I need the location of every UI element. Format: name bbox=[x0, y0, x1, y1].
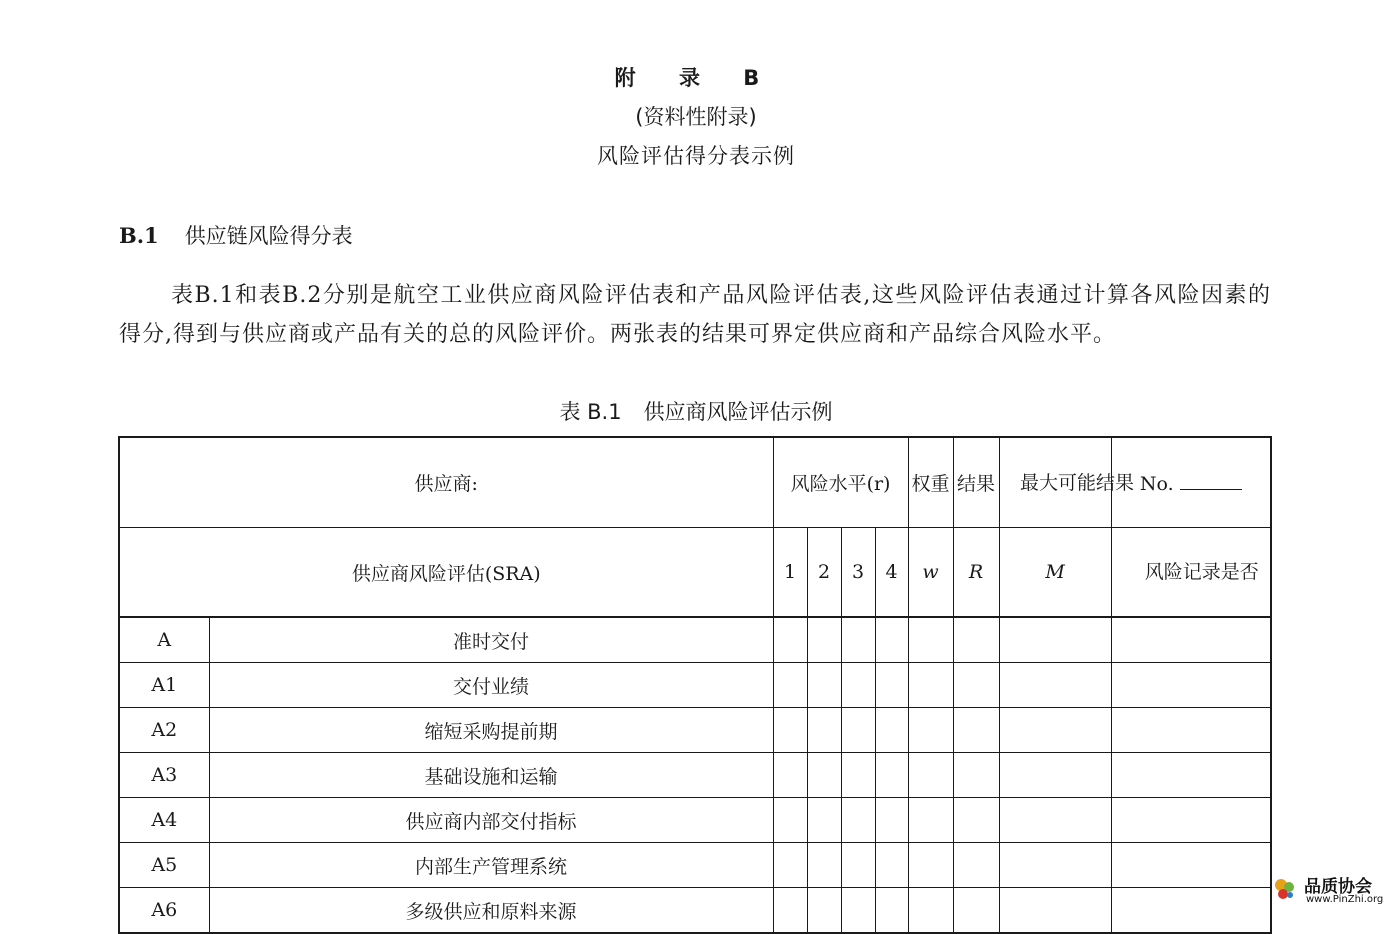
row-name: 准时交付 bbox=[209, 617, 773, 663]
empty-cell bbox=[999, 663, 1111, 708]
row-code: A2 bbox=[119, 708, 209, 753]
empty-cell bbox=[773, 708, 807, 753]
table-row bbox=[119, 843, 1271, 888]
empty-cell bbox=[908, 888, 953, 934]
row-name: 缩短采购提前期 bbox=[209, 708, 773, 753]
empty-cell bbox=[875, 708, 908, 753]
risk-record-header bbox=[1111, 528, 1271, 618]
row-name: 供应商内部交付指标 bbox=[209, 798, 773, 843]
watermark-url: www.PinZhi.org bbox=[1306, 894, 1384, 905]
section-title: 供应链风险得分表 bbox=[184, 224, 353, 248]
row-code: A6 bbox=[119, 888, 209, 934]
empty-cell bbox=[999, 843, 1111, 888]
result-header: 结果 bbox=[953, 437, 999, 528]
row-name: 交付业绩 bbox=[209, 663, 773, 708]
empty-cell bbox=[807, 888, 841, 934]
number-label: No. bbox=[1139, 472, 1174, 495]
empty-cell bbox=[875, 753, 908, 798]
empty-cell bbox=[1111, 888, 1271, 934]
body-paragraph: 表B.1和表B.2分别是航空工业供应商风险评估表和产品风险评估表,这些风险评估表通过计算各风险因素的得分,得到与供应商或产品有关的总的风险评价。两张表的结果可界定供应商和产品综合风险水平。 bbox=[119, 283, 1271, 347]
level-2-header: 2 bbox=[807, 528, 841, 618]
number-blank bbox=[1180, 471, 1242, 490]
empty-cell bbox=[773, 753, 807, 798]
table-caption bbox=[0, 396, 1392, 426]
empty-cell bbox=[908, 663, 953, 708]
empty-cell bbox=[1111, 708, 1271, 753]
weight-header: 权重 bbox=[908, 437, 953, 528]
empty-cell bbox=[841, 708, 875, 753]
row-code: A4 bbox=[119, 798, 209, 843]
empty-cell bbox=[999, 753, 1111, 798]
result-symbol: R bbox=[953, 528, 999, 618]
risk-record-label: 风险记录是否 bbox=[1144, 561, 1259, 583]
risk-level-header: 风险水平(r) bbox=[773, 437, 908, 528]
empty-cell bbox=[807, 753, 841, 798]
empty-cell bbox=[807, 617, 841, 663]
table-row bbox=[119, 753, 1271, 798]
empty-cell bbox=[875, 843, 908, 888]
sra-header: 供应商风险评估(SRA) bbox=[119, 528, 773, 618]
empty-cell bbox=[875, 888, 908, 934]
level-3-header: 3 bbox=[841, 528, 875, 618]
empty-cell bbox=[841, 753, 875, 798]
level-1-header: 1 bbox=[773, 528, 807, 618]
appendix-type: (资料性附录) bbox=[635, 105, 757, 129]
number-cell bbox=[1111, 437, 1271, 528]
empty-cell bbox=[1111, 663, 1271, 708]
empty-cell bbox=[999, 617, 1111, 663]
empty-cell bbox=[999, 888, 1111, 934]
empty-cell bbox=[1111, 843, 1271, 888]
row-name: 内部生产管理系统 bbox=[209, 843, 773, 888]
empty-cell bbox=[773, 617, 807, 663]
table-caption-number: 表 B.1 bbox=[559, 400, 622, 424]
empty-cell bbox=[953, 843, 999, 888]
empty-cell bbox=[953, 708, 999, 753]
row-code: A3 bbox=[119, 753, 209, 798]
empty-cell bbox=[841, 888, 875, 934]
empty-cell bbox=[841, 617, 875, 663]
empty-cell bbox=[908, 617, 953, 663]
empty-cell bbox=[953, 617, 999, 663]
empty-cell bbox=[807, 843, 841, 888]
empty-cell bbox=[773, 798, 807, 843]
empty-cell bbox=[773, 843, 807, 888]
section-number: B.1 bbox=[119, 223, 159, 248]
section-heading bbox=[119, 220, 353, 250]
empty-cell bbox=[875, 617, 908, 663]
empty-cell bbox=[953, 798, 999, 843]
empty-cell bbox=[773, 663, 807, 708]
max-result-header bbox=[999, 437, 1135, 528]
watermark-logo-icon bbox=[1270, 874, 1300, 904]
supplier-label: 供应商: bbox=[119, 437, 773, 528]
empty-cell bbox=[841, 843, 875, 888]
empty-cell bbox=[841, 798, 875, 843]
watermark-name: 品质协会 bbox=[1304, 877, 1372, 897]
empty-cell bbox=[1111, 798, 1271, 843]
table-row bbox=[119, 798, 1271, 843]
row-name: 多级供应和原料来源 bbox=[209, 888, 773, 934]
empty-cell bbox=[908, 798, 953, 843]
table-row bbox=[119, 888, 1271, 934]
empty-cell bbox=[999, 708, 1111, 753]
table-body bbox=[119, 617, 1271, 933]
watermark bbox=[1266, 870, 1392, 909]
supplier-risk-table bbox=[118, 436, 1272, 934]
empty-cell bbox=[908, 708, 953, 753]
table-row bbox=[119, 617, 1271, 663]
empty-cell bbox=[773, 888, 807, 934]
empty-cell bbox=[807, 663, 841, 708]
max-result-label: 最大可能结果 bbox=[1020, 471, 1135, 494]
empty-cell bbox=[953, 663, 999, 708]
table-row bbox=[119, 663, 1271, 708]
appendix-heading: 附 录 B bbox=[614, 66, 778, 90]
max-symbol: M bbox=[999, 528, 1111, 618]
empty-cell bbox=[875, 798, 908, 843]
appendix-title: 风险评估得分表示例 bbox=[597, 144, 795, 168]
empty-cell bbox=[953, 753, 999, 798]
row-code: A bbox=[119, 617, 209, 663]
level-4-header: 4 bbox=[875, 528, 908, 618]
empty-cell bbox=[875, 663, 908, 708]
table-row bbox=[119, 708, 1271, 753]
empty-cell bbox=[841, 663, 875, 708]
table-caption-title: 供应商风险评估示例 bbox=[643, 400, 833, 424]
empty-cell bbox=[999, 798, 1111, 843]
row-code: A5 bbox=[119, 843, 209, 888]
empty-cell bbox=[1111, 617, 1271, 663]
empty-cell bbox=[953, 888, 999, 934]
empty-cell bbox=[908, 753, 953, 798]
empty-cell bbox=[807, 798, 841, 843]
weight-symbol: w bbox=[908, 528, 953, 618]
empty-cell bbox=[807, 708, 841, 753]
row-name: 基础设施和运输 bbox=[209, 753, 773, 798]
empty-cell bbox=[908, 843, 953, 888]
row-code: A1 bbox=[119, 663, 209, 708]
empty-cell bbox=[1111, 753, 1271, 798]
